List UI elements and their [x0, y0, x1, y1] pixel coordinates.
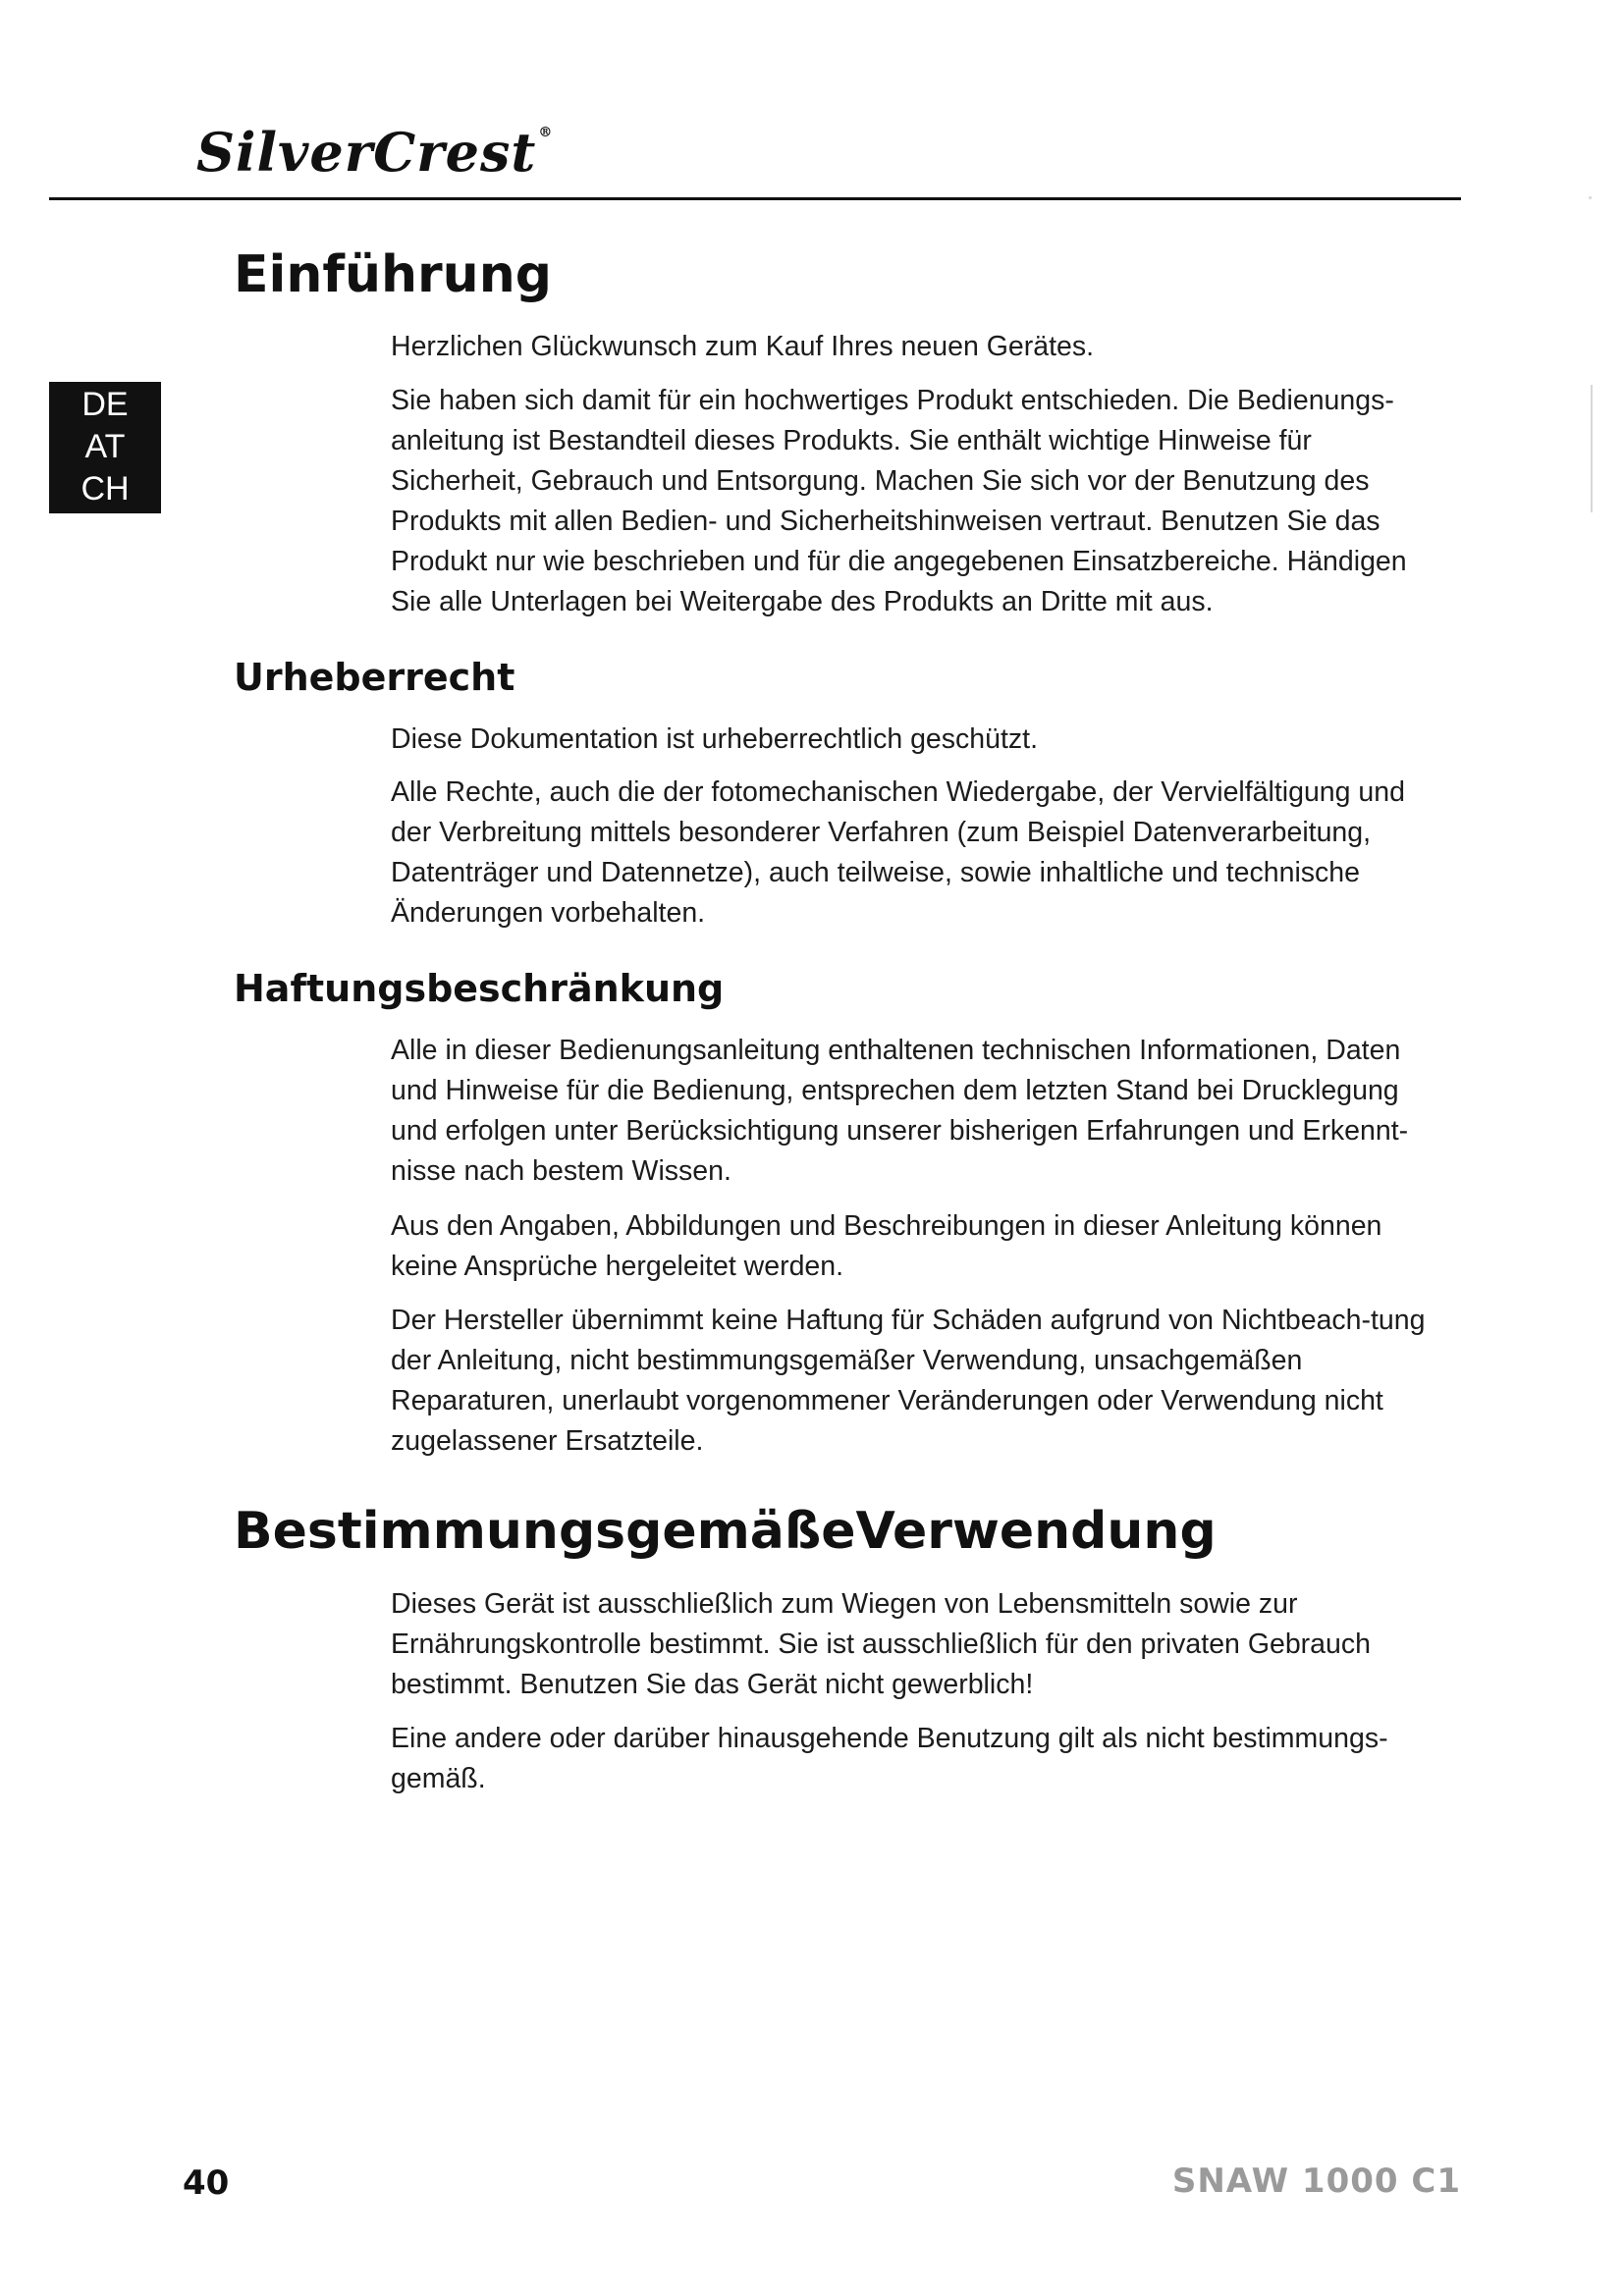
liability-paragraph-2: Aus den Angaben, Abbildungen und Beschreibungen in dieser Anleitung können keine Ansprüche hergeleitet werden.: [391, 1210, 1382, 1282]
heading-liability: Haftungsbeschränkung: [234, 967, 725, 1010]
copyright-paragraph-1: Diese Dokumentation ist urheberrechtlich geschützt.: [391, 723, 1038, 755]
brand-name: SilverCrest: [196, 121, 537, 184]
model-number: SNAW 1000 C1: [1171, 2162, 1461, 2201]
intro-paragraph-2: Sie haben sich damit für ein hochwertiges Produkt entschieden. Die Bedienungs-anleitung ist Bestandteil dieses Produkts. Sie enthält wichtige Hinweise für Sicherheit, Gebrauch und Entsorgung. Machen Sie sich vor der Benutzung des Produkts mit allen Bedien- und Sicherheitshinweisen vertraut. Benutzen Sie das Produkt nur wie beschrieben und für die angegebenen Einsatzbereiche. Händigen Sie alle Unterlagen bei Weitergabe des Produkts an Dritte mit aus.: [391, 385, 1407, 617]
margin-dot: [1589, 196, 1592, 199]
language-code-ch: CH: [81, 470, 130, 507]
page-number: 40: [183, 2163, 230, 2203]
liability-paragraph-1: Alle in dieser Bedienungsanleitung enthaltenen technischen Informationen, Daten und Hinweise für die Bedienung, entsprechen dem letzten Stand bei Drucklegung und erfolgen unter Berücksichtigung unserer bisherigen Erfahrungen und Erkennt-nisse nach bestem Wissen.: [391, 1035, 1409, 1187]
intro-paragraph-1: Herzlichen Glückwunsch zum Kauf Ihres neuen Gerätes.: [391, 331, 1095, 362]
language-tab: [49, 382, 161, 513]
language-code-at: AT: [84, 428, 126, 465]
copyright-paragraph-2: Alle Rechte, auch die der fotomechanischen Wiedergabe, der Vervielfältigung und der Verbreitung mittels besonderer Verfahren (zum Beispiel Datenverarbeitung, Datenträger und Datennetze), auch teilweise, sowie inhaltliche und technische Änderungen vorbehalten.: [391, 776, 1405, 929]
intended-use-paragraph-2: Eine andere oder darüber hinausgehende Benutzung gilt als nicht bestimmungs-gemäß.: [391, 1723, 1388, 1794]
registered-mark: ®: [538, 125, 554, 140]
heading-intended-use: BestimmungsgemäßeVerwendung: [234, 1502, 1217, 1561]
intended-use-paragraph-1: Dieses Gerät ist ausschließlich zum Wiegen von Lebensmitteln sowie zur Ernährungskontrolle bestimmt. Sie ist ausschließlich für den privaten Gebrauch bestimmt. Benutzen Sie das Gerät nicht gewerblich!: [391, 1588, 1371, 1700]
header-rule: [49, 197, 1461, 200]
heading-copyright: Urheberrecht: [234, 656, 515, 699]
margin-mark: [1591, 385, 1593, 512]
language-code-de: DE: [81, 386, 129, 423]
liability-paragraph-3: Der Hersteller übernimmt keine Haftung für Schäden aufgrund von Nichtbeach-tung der Anleitung, nicht bestimmungsgemäßer Verwendung, unsachgemäßen Reparaturen, unerlaubt vorgenommener Veränderungen oder Verwendung nicht zugelassener Ersatzteile.: [391, 1305, 1426, 1457]
brand-logo: [196, 121, 554, 184]
heading-introduction: Einführung: [234, 245, 552, 304]
